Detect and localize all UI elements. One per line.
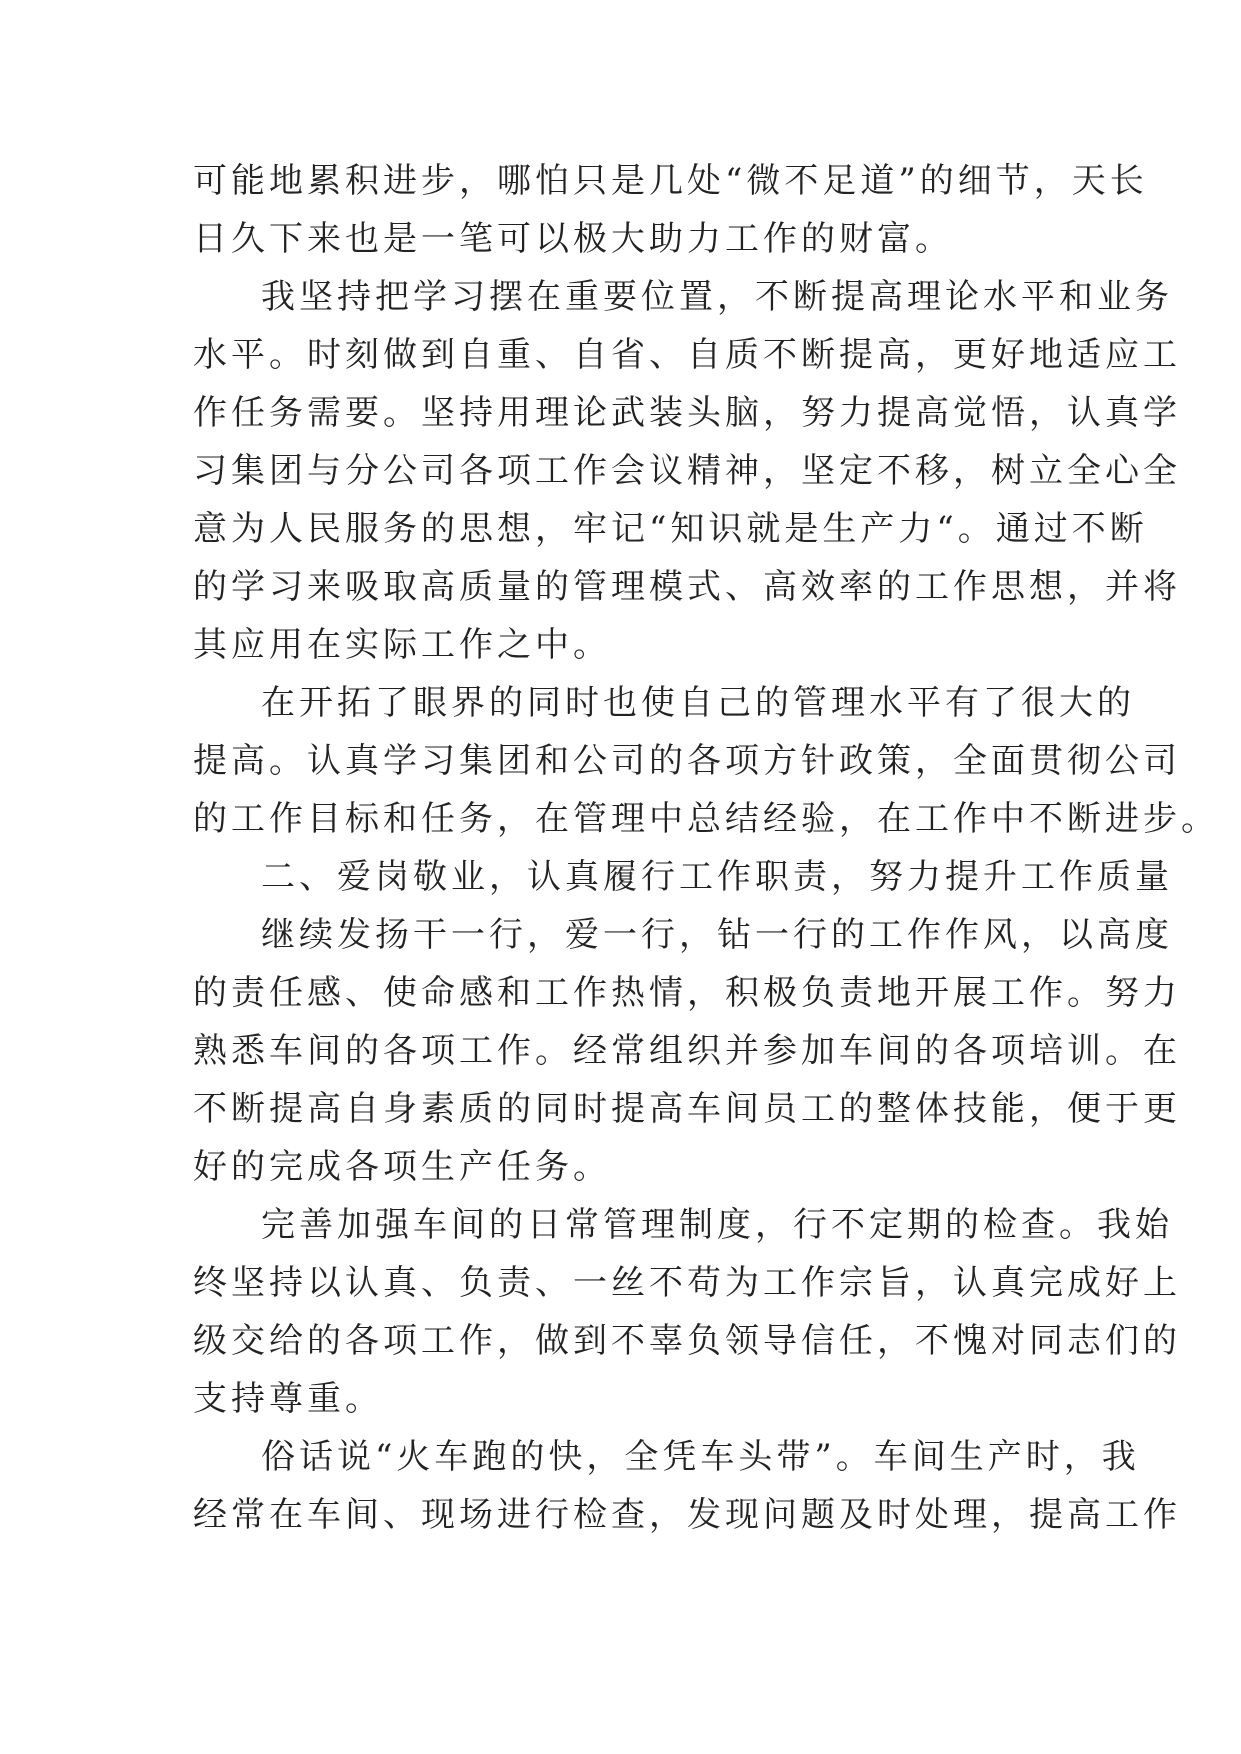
text-line: 好的完成各项生产任务。 (193, 1147, 611, 1187)
text-line: 可能地累积进步，哪怕只是几处“微不足道”的细节，天长 (193, 161, 1148, 201)
text-line: 在开拓了眼界的同时也使自己的管理水平有了很大的 (261, 683, 1135, 723)
text-line: 作任务需要。坚持用理论武装头脑，努力提高觉悟，认真学 (193, 393, 1181, 433)
section-heading-text: 二、爱岗敬业，认真履行工作职责，努力提升工作质量 (261, 857, 1173, 897)
text-line: 的责任感、使命感和工作热情，积极负责地开展工作。努力 (193, 973, 1181, 1013)
paragraph-4 (193, 906, 1181, 1196)
paragraph-3 (193, 674, 1219, 848)
text-line: 支持尊重。 (193, 1379, 383, 1419)
paragraph-2 (193, 268, 1181, 674)
paragraph-6 (193, 1428, 1181, 1544)
text-line: 意为人民服务的思想，牢记“知识就是生产力“。通过不断 (193, 509, 1148, 549)
text-line: 不断提高自身素质的同时提高车间员工的整体技能，便于更 (193, 1089, 1181, 1129)
text-line: 日久下来也是一笔可以极大助力工作的财富。 (193, 219, 953, 259)
text-line: 其应用在实际工作之中。 (193, 625, 611, 665)
text-line: 经常在车间、现场进行检查，发现问题及时处理，提高工作 (193, 1495, 1181, 1535)
document-body (193, 152, 1219, 1544)
text-line: 俗话说“火车跑的快，全凭车头带”。车间生产时，我 (261, 1437, 1140, 1477)
text-line: 熟悉车间的各项工作。经常组织并参加车间的各项培训。在 (193, 1031, 1181, 1071)
text-line: 终坚持以认真、负责、一丝不苟为工作宗旨，认真完成好上 (193, 1263, 1181, 1303)
section-heading (193, 848, 1173, 906)
text-line: 级交给的各项工作，做到不辜负领导信任，不愧对同志们的 (193, 1321, 1181, 1361)
text-line: 继续发扬干一行，爱一行，钻一行的工作作风，以高度 (261, 915, 1173, 955)
text-line: 水平。时刻做到自重、自省、自质不断提高，更好地适应工 (193, 335, 1181, 375)
text-line: 完善加强车间的日常管理制度，行不定期的检查。我始 (261, 1205, 1173, 1245)
paragraph-5 (193, 1196, 1181, 1428)
text-line: 的工作目标和任务，在管理中总结经验，在工作中不断进步。 (193, 799, 1219, 839)
text-line: 提高。认真学习集团和公司的各项方针政策，全面贯彻公司 (193, 741, 1181, 781)
text-line: 我坚持把学习摆在重要位置，不断提高理论水平和业务 (261, 277, 1173, 317)
text-line: 习集团与分公司各项工作会议精神，坚定不移，树立全心全 (193, 451, 1181, 491)
text-line: 的学习来吸取高质量的管理模式、高效率的工作思想，并将 (193, 567, 1181, 607)
paragraph-1 (193, 152, 1148, 268)
